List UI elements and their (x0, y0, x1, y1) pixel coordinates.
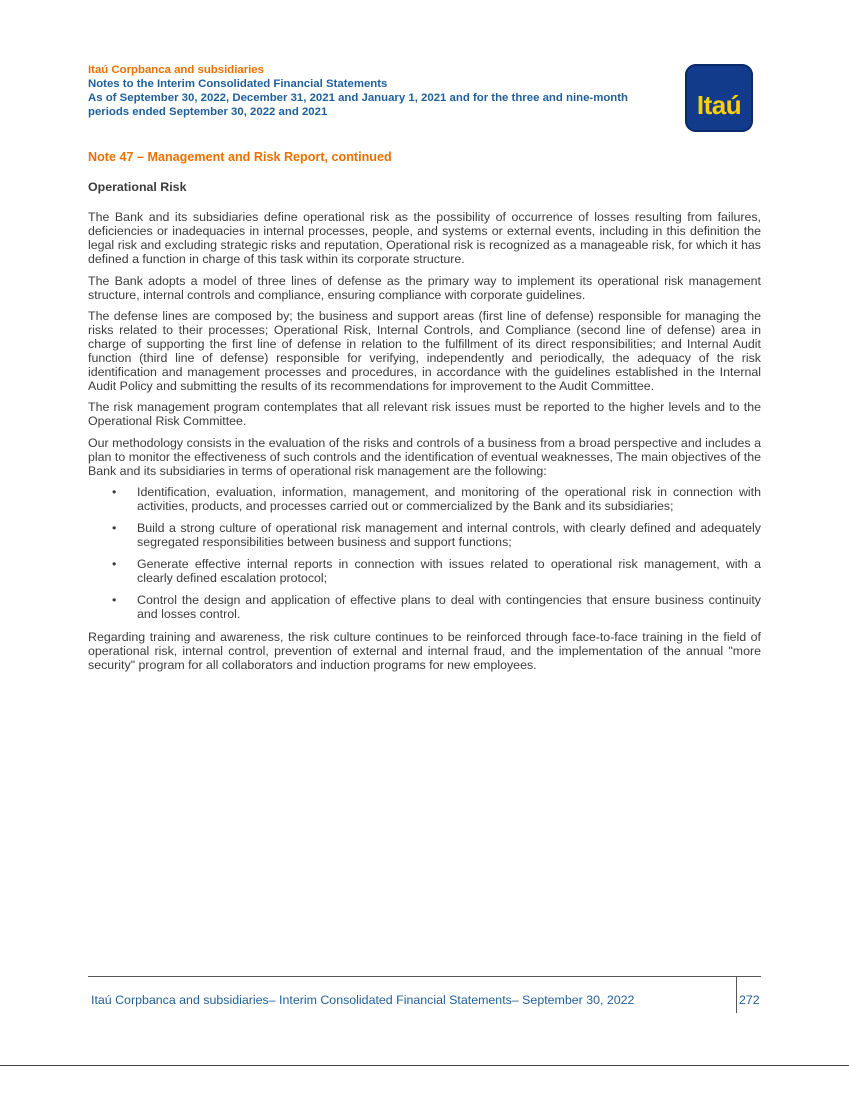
list-item (112, 593, 761, 622)
bullet-icon: • (112, 484, 117, 499)
footer-rule (88, 976, 761, 977)
footer-text: Itaú Corpbanca and subsidiaries– Interim Consolidated Financial Statements– September 30, 2022 (91, 993, 635, 1007)
document-body (88, 150, 761, 679)
paragraph: The risk management program contemplates that all relevant risk issues must be reported to the higher levels and to the Operational Risk Committee. (88, 400, 761, 429)
list-item (112, 520, 761, 550)
list-item-text: Control the design and application of effective plans to deal with contingencies that ensure business continuity and losses control. (137, 593, 761, 622)
bullet-icon: • (112, 520, 117, 535)
logo-text: Itaú (696, 89, 742, 120)
itau-logo-icon (685, 64, 753, 132)
bullet-icon: • (112, 593, 117, 608)
paragraph: The defense lines are composed by; the business and support areas (first line of defense) responsible for managing the risks related to their processes; Operational Risk, Internal Controls, and Compliance (second line of defense) area in charge of supporting the first line of defense in relation to the fulfillment of its direct responsibilities; and Internal Audit function (third line of defense) responsible for verifying, independently and periodically, the adequacy of the risk identification and management processes and procedures, in accordance with the guidelines established in the Internal Audit Policy and submitting the results of its recommendations for improvement to the Audit Committee. (88, 308, 761, 394)
note-title: Note 47 – Management and Risk Report, continued (88, 150, 392, 164)
company-name: Itaú Corpbanca and subsidiaries (88, 64, 264, 76)
closing-paragraph: Regarding training and awareness, the risk culture continues to be reinforced through face-to-face training in the field of operational risk, internal control, prevention of external and internal fraud, and the implementation of the annual "more security" program for all collaborators and induction programs for new employees. (88, 629, 761, 672)
list-item-text: Build a strong culture of operational risk management and internal controls, with clearly defined and adequately segregated responsibilities between business and support functions; (137, 520, 761, 550)
list-item-text: Identification, evaluation, information, management, and monitoring of the operational risk in connection with activities, products, and processes carried out or commercialized by the Bank and its subsidiaries; (137, 484, 761, 513)
page-bottom-rule (0, 1065, 849, 1066)
page-number: 272 (739, 993, 760, 1007)
header-notes-line: Notes to the Interim Consolidated Financial Statements (88, 78, 388, 90)
list-item-text: Generate effective internal reports in connection with issues related to operational risk management, with a clearly defined escalation protocol; (137, 557, 761, 586)
list-item (112, 484, 761, 513)
paragraph: Our methodology consists in the evaluation of the risks and controls of a business from a broad perspective and includes a plan to monitor the effectiveness of such controls and the identification of eventual weaknesses, The main objectives of the Bank and its subsidiaries in terms of operational risk management are the following: (88, 435, 761, 478)
paragraph: The Bank adopts a model of three lines of defense as the primary way to implement its operational risk management structure, internal controls and compliance, ensuring compliance with corporate guidelines. (88, 273, 761, 302)
document-header (88, 63, 668, 119)
header-period-line: As of September 30, 2022, December 31, 2021 and January 1, 2021 and for the three and nine-month periods ended September 30, 2022 and 2021 (88, 92, 628, 118)
objectives-list (88, 485, 761, 622)
paragraph: The Bank and its subsidiaries define operational risk as the possibility of occurrence of losses resulting from failures, deficiencies or inadequacies in internal processes, people, and systems or external events, including in this definition the legal risk and excluding strategic risks and reputation, Operational risk is recognized as a manageable risk, for which it has defined a function in charge of this task within its corporate structure. (88, 210, 761, 267)
footer-divider (736, 977, 737, 1013)
section-title: Operational Risk (88, 180, 187, 195)
bullet-icon: • (112, 557, 117, 572)
list-item (112, 557, 761, 586)
